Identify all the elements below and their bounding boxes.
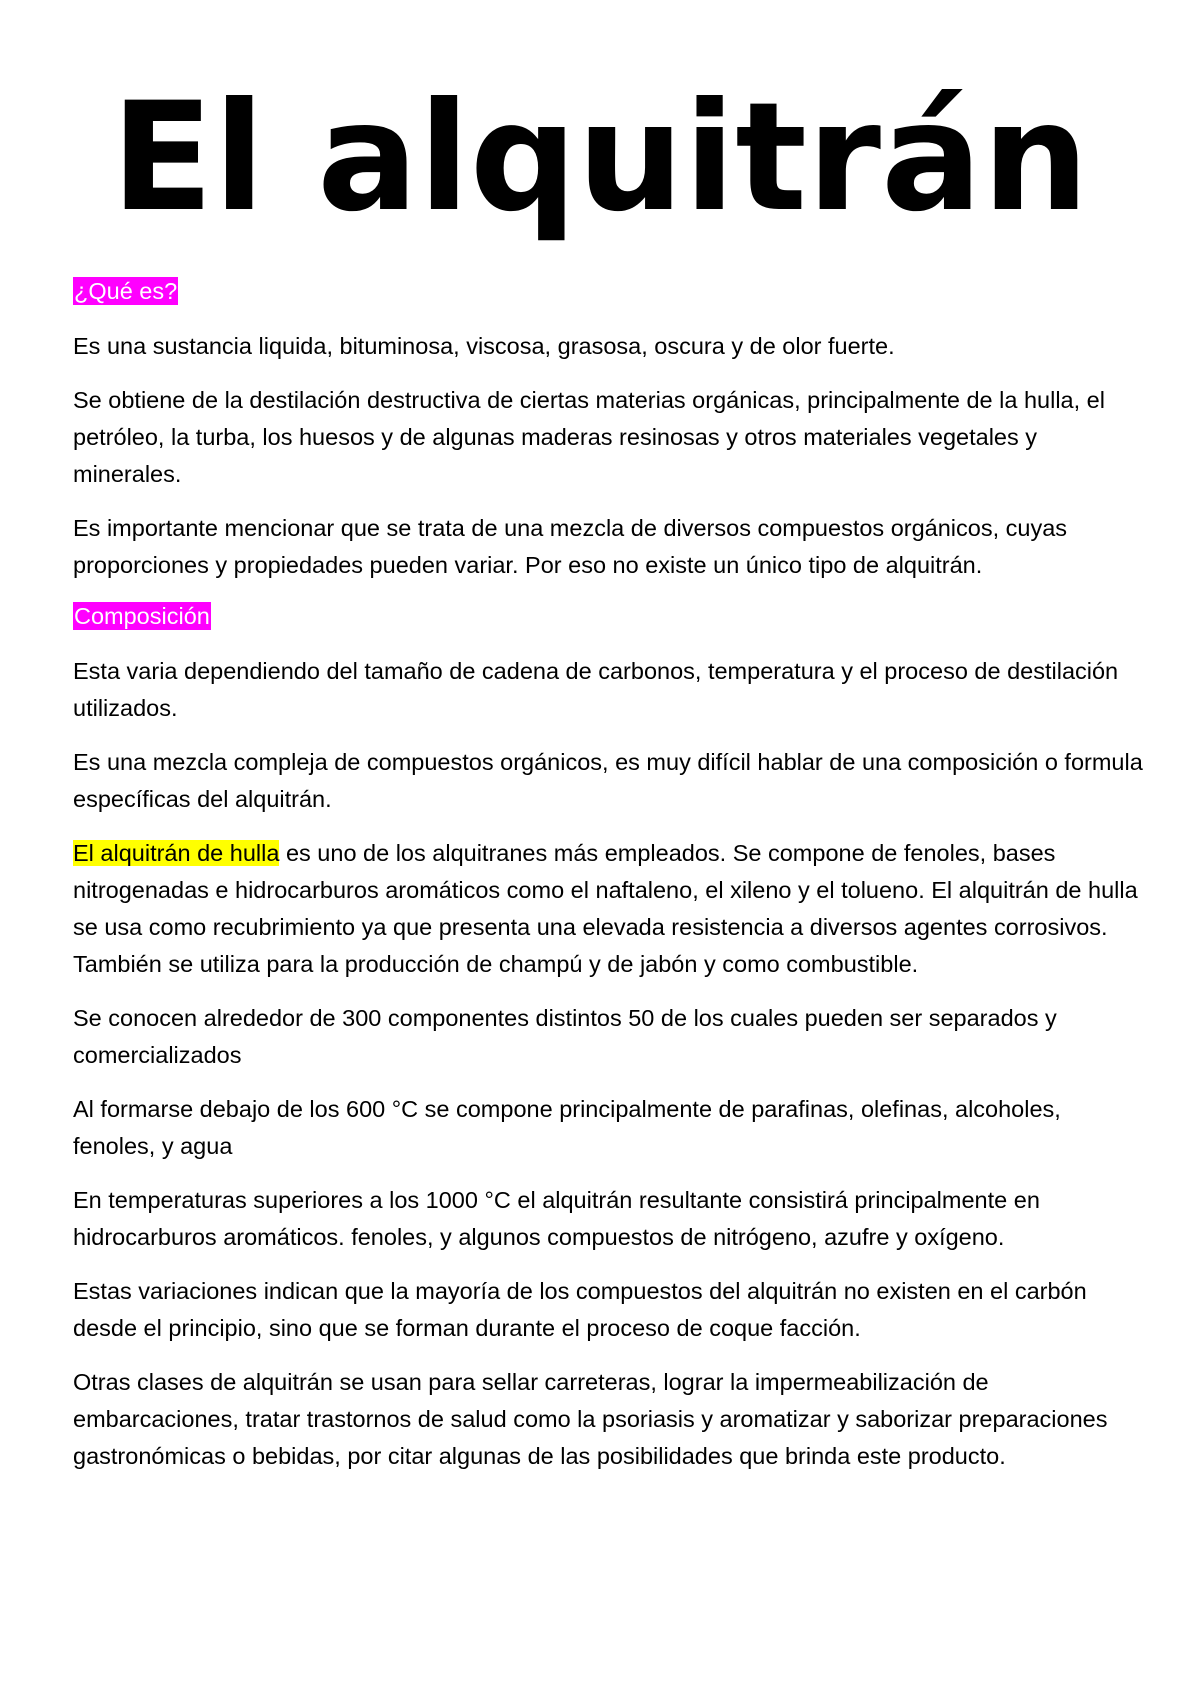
paragraph-text: es uno de los alquitranes más empleados. Se compone de fenoles, bases nitrogenadas e hidrocarburos aromáticos como el naftaleno, el xileno y el tolueno. El alquitrán de hulla se usa como recubrimiento ya que presenta una elevada resistencia a diversos agentes corrosivos. También se utiliza para la producción de champú y de jabón y como combustible. [73,840,1138,977]
paragraph: Otras clases de alquitrán se usan para sellar carreteras, lograr la impermeabilización de embarcaciones, tratar trastornos de salud como la psoriasis y aromatizar y saborizar preparaciones gastronómicas o bebidas, por citar algunas de las posibilidades que brinda este producto. [73,1369,1108,1469]
paragraph: En temperaturas superiores a los 1000 °C el alquitrán resultante consistirá principalmente en hidrocarburos aromáticos. fenoles, y algunos compuestos de nitrógeno, azufre y oxígeno. [73,1187,1040,1250]
section-heading-que-es [73,276,1148,306]
paragraph: Estas variaciones indican que la mayoría de los compuestos del alquitrán no existen en el carbón desde el principio, sino que se forman durante el proceso de coque facción. [73,1278,1087,1341]
highlighted-phrase: El alquitrán de hulla [73,840,280,866]
paragraph: Al formarse debajo de los 600 °C se compone principalmente de parafinas, olefinas, alcoholes, fenoles, y agua [73,1096,1061,1159]
document-title: El alquitrán [110,71,1089,245]
paragraph: Es una sustancia liquida, bituminosa, viscosa, grasosa, oscura y de olor fuerte. [73,333,895,359]
paragraph: Esta varia dependiendo del tamaño de cadena de carbonos, temperatura y el proceso de destilación utilizados. [73,658,1119,721]
section-heading-composicion [73,601,1148,631]
document-body [73,276,1148,1492]
paragraph-highlighted [73,835,1148,983]
paragraph: Se conocen alrededor de 300 componentes distintos 50 de los cuales pueden ser separados y comercializados [73,1005,1057,1068]
heading-composicion-text: Composición [74,603,210,629]
paragraph: Se obtiene de la destilación destructiva de ciertas materias orgánicas, principalmente de la hulla, el petróleo, la turba, los huesos y de algunas maderas resinosas y otros materiales vegetales y minerales. [73,387,1105,487]
paragraph: Es importante mencionar que se trata de una mezcla de diversos compuestos orgánicos, cuyas proporciones y propiedades pueden variar. Por eso no existe un único tipo de alquitrán. [73,515,1068,578]
heading-que-es-text: ¿Qué es? [74,278,178,304]
paragraph: Es una mezcla compleja de compuestos orgánicos, es muy difícil hablar de una composición o formula específicas del alquitrán. [73,749,1143,812]
